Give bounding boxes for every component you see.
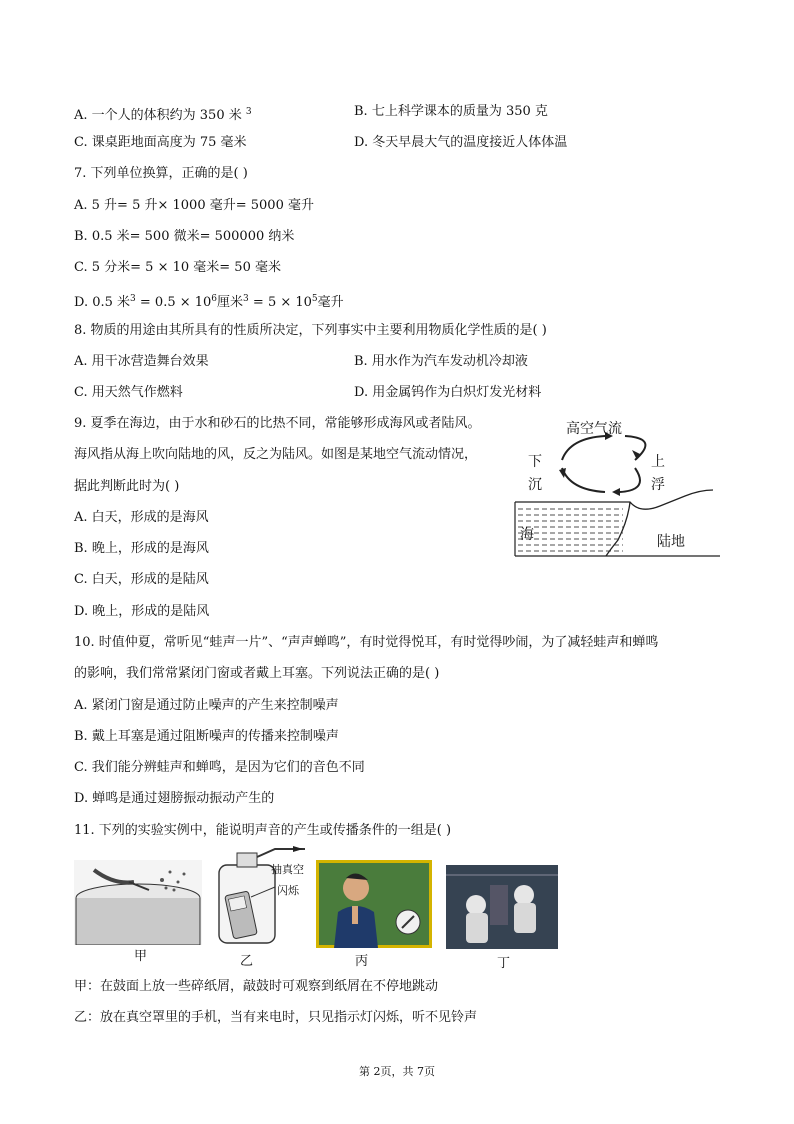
q8-option-b: B. 用水作为汽车发动机冷却液 xyxy=(354,354,528,369)
q10-option-a: A. 紧闭门窗是通过防止噪声的产生来控制噪声 xyxy=(74,698,339,713)
q9-stem-line1: 9. 夏季在海边，由于水和砂石的比热不同，常能够形成海风或者陆风。 xyxy=(74,416,481,431)
q10-option-d: D. 蝉鸣是通过翅膀振动振动产生的 xyxy=(74,791,275,806)
q8-stem: 8. 物质的用途由其所具有的性质所决定，下列事实中主要利用物质化学性质的是( ) xyxy=(74,323,547,338)
label-sea: 海 xyxy=(520,527,534,543)
fig-label-yi: 乙 xyxy=(240,954,254,969)
label-sinking-2: 沉 xyxy=(528,477,542,493)
q7-option-c: C. 5 分米= 5 × 10 毫米= 50 毫米 xyxy=(74,260,281,275)
q9-option-a: A. 白天，形成的是海风 xyxy=(74,510,209,525)
q9-option-d: D. 晚上，形成的是陆风 xyxy=(74,604,210,619)
q8-option-d: D. 用金属钨作为白炽灯发光材料 xyxy=(354,385,542,400)
q7-option-a: A. 5 升= 5 升× 1000 毫升= 5000 毫升 xyxy=(74,198,314,213)
q10-option-c: C. 我们能分辨蛙声和蝉鸣，是因为它们的音色不同 xyxy=(74,760,365,775)
q11-desc-jia: 甲：在鼓面上放一些碎纸屑，敲鼓时可观察到纸屑在不停地跳动 xyxy=(74,979,439,994)
q9-stem-line2: 海风指从海上吹向陆地的风，反之为陆风。如图是某地空气流动情况， xyxy=(74,447,478,462)
q7-option-b: B. 0.5 米= 500 微米= 500000 纳米 xyxy=(74,229,295,244)
drum-experiment-illustration xyxy=(74,860,202,945)
astronauts-in-space-photo xyxy=(446,865,558,949)
air-circulation-arrows xyxy=(562,436,645,492)
flash-label: 闪烁 xyxy=(277,884,299,897)
q6-option-a: A. 一个人的体积约为 350 米 $^3$ xyxy=(74,107,252,123)
q8-option-c: C. 用天然气作燃料 xyxy=(74,385,183,400)
q7-stem: 7. 下列单位换算，正确的是( ) xyxy=(74,166,248,181)
boy-tuning-fork-photo xyxy=(316,860,432,948)
label-rising-2: 浮 xyxy=(651,477,665,493)
q6-option-d: D. 冬天早晨大气的温度接近人体体温 xyxy=(354,135,568,150)
label-sinking-1: 下 xyxy=(528,454,542,470)
fig-label-jia: 甲 xyxy=(134,949,148,964)
q10-stem-line1: 10. 时值仲夏，常听见“蛙声一片”、“声声蝉鸣”，有时觉得悦耳，有时觉得吵闹，为了减轻蛙声和蝉鸣 xyxy=(74,635,659,650)
page-footer: 第 2页，共 7页 xyxy=(359,1065,435,1078)
q8-option-a: A. 用干冰营造舞台效果 xyxy=(74,354,209,369)
q9-option-c: C. 白天，形成的是陆风 xyxy=(74,572,209,587)
q7-option-d: D. 0.5 米$^3 = 0.5 \times 10^6$厘米$^3 = 5 \times 10^5$毫升 xyxy=(74,294,344,310)
fig-label-bing: 丙 xyxy=(355,954,369,969)
label-rising-1: 上 xyxy=(651,454,665,470)
q9-option-b: B. 晚上，形成的是海风 xyxy=(74,541,209,556)
q11-stem: 11. 下列的实验实例中，能说明声音的产生或传播条件的一组是( ) xyxy=(74,823,452,838)
q6-option-c: C. 课桌距地面高度为 75 毫米 xyxy=(74,135,247,150)
q10-option-b: B. 戴上耳塞是通过阻断噪声的传播来控制噪声 xyxy=(74,729,339,744)
q10-stem-line2: 的影响，我们常常紧闭门窗或者戴上耳塞。下列说法正确的是( ) xyxy=(74,666,440,681)
fig-label-ding: 丁 xyxy=(497,956,511,971)
label-land: 陆地 xyxy=(657,534,685,550)
q11-desc-yi: 乙：放在真空罩里的手机，当有来电时，只见指示灯闪烁，听不见铃声 xyxy=(74,1010,478,1025)
pump-label: 抽真空 xyxy=(271,863,304,876)
label-upper-air-flow: 高空气流 xyxy=(566,421,622,437)
q9-stem-line3: 据此判断此时为( ) xyxy=(74,479,180,494)
q6-option-b: B. 七上科学课本的质量为 350 克 xyxy=(354,104,548,119)
